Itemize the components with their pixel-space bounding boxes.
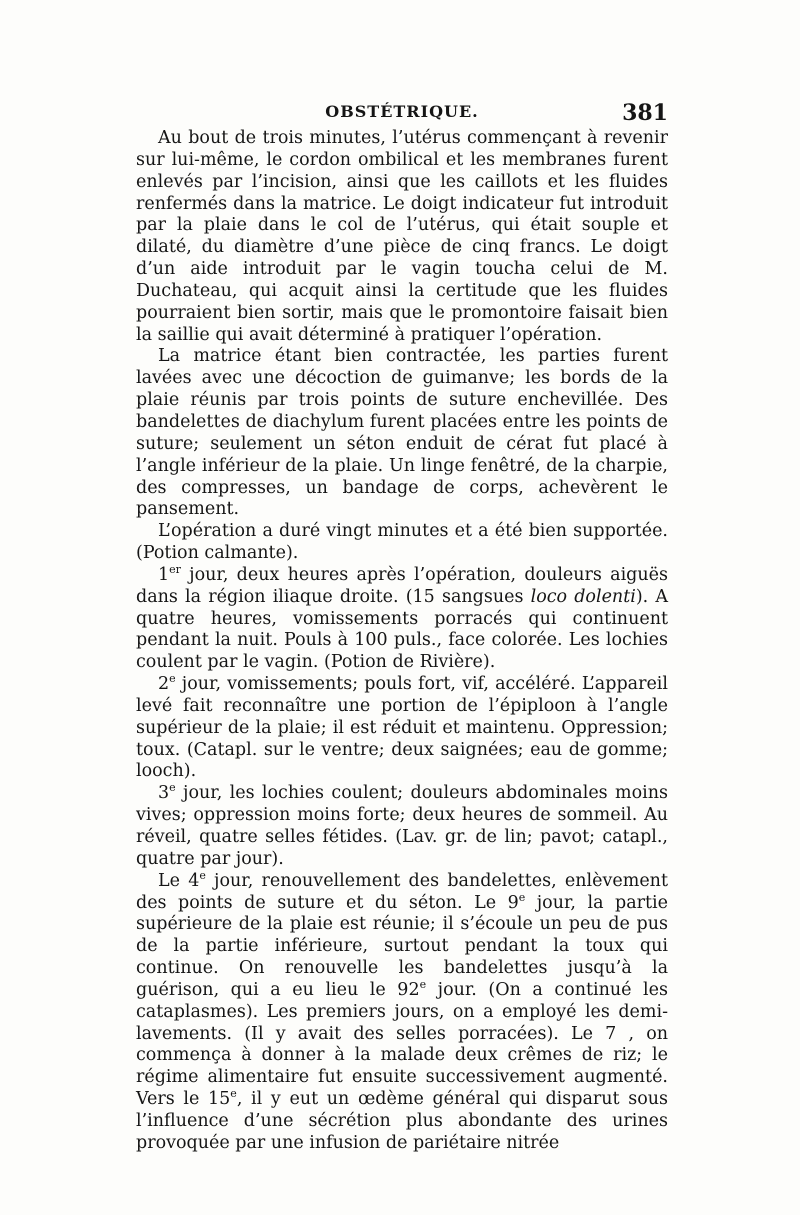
paragraph-4 <box>136 565 668 674</box>
paragraph-text: jour, renouvellement des bandelettes, enlèvement des points de suture et du séton. Le 9 <box>136 870 668 913</box>
paragraph-6 <box>136 783 668 870</box>
day-number: 2 <box>158 674 170 695</box>
paragraph-text: ). A quatre heures, vomissements porracés qui continuent pendant la nuit. Pouls à 100 puls., face colorée. Les lochies coulent par le vagin. (Potion de Rivière). <box>136 586 669 673</box>
paragraph-text: jour, vomissements; pouls fort, vif, accéléré. L’appareil levé fait reconnaître une portion de l’épiploon à l’angle supérieur de la plaie; il est réduit et maintenu. Oppression; toux. (Catapl. sur le ventre; deux saignées; eau de gomme; looch). <box>136 674 668 782</box>
body-text <box>136 128 668 1168</box>
paragraph-5 <box>136 674 668 783</box>
running-head <box>136 100 668 126</box>
italic-phrase: loco dolenti <box>530 586 636 607</box>
paragraph-7 <box>136 868 668 1155</box>
paragraph-3: L’opération a duré vingt minutes et a été bien supportée. (Potion calmante). <box>136 521 668 564</box>
ordinal-suffix: er <box>169 563 181 577</box>
paragraph-text: jour, deux heures après l’opération, douleurs aiguës dans la région iliaque droite. (15 sangsues <box>136 564 668 607</box>
ordinal-suffix: e <box>230 1087 237 1101</box>
ordinal-suffix: e <box>419 978 427 992</box>
paragraph-text: , il y eut un œdème général qui disparut sous l’influence d’une sécrétion plus abondante des urines provoquée par une infusion de pariétaire nitrée <box>136 1089 668 1153</box>
paragraph-1: Au bout de trois minutes, l’utérus commençant à revenir sur lui-même, le cordon ombilical et les membranes furent enlevés par l’incision, ainsi que les caillots et les fluides renfermés dans la matrice. Le doigt indicateur fut introduit par la plaie dans le col de l’utérus, qui était souple et dilaté, du diamètre d’une pièce de cinq francs. Le doigt d’un aide introduit par le vagin toucha celui de M. Duchateau, qui acquit ainsi la certitude que les fluides pourraient bien sortir, mais que le promontoire faisait bien la saillie qui avait déterminé à pratiquer l’opération. <box>136 128 668 345</box>
day-number: 1 <box>158 564 170 585</box>
running-title: OBSTÉTRIQUE. <box>325 102 479 121</box>
ordinal-suffix: e <box>518 890 526 904</box>
paragraph-2: La matrice étant bien contractée, les parties furent lavées avec une décoction de guimanve; les bords de la plaie réunis par trois points de suture enchevillée. Des bandelettes de diachylum furent placées entre les points de suture; seulement un séton enduit de cérat fut placé à l’angle inférieur de la plaie. Un linge fenêtré, de la charpie, des compresses, un bandage de corps, achevèrent le pansement. <box>136 346 668 520</box>
ordinal-suffix: e <box>169 672 176 686</box>
ordinal-suffix: e <box>169 781 176 795</box>
paragraph-text: jour. (On a continué les cataplasmes). Les premiers jours, on a employé les demi-lavements. (Il y avait des selles porracées). Le 7 , on commença à donner à la malade deux crêmes de riz; le régime alimentaire fut ensuite successivement augmenté. Vers le 15 <box>136 979 668 1110</box>
paragraph-text: Le 4 <box>158 870 200 891</box>
paragraph-text: jour, les lochies coulent; douleurs abdominales moins vives; oppression moins forte; deux heures de sommeil. Au réveil, quatre selles fétides. (Lav. gr. de lin; pavot; catapl., quatre par jour). <box>136 783 668 869</box>
day-number: 3 <box>158 783 170 804</box>
page-number: 381 <box>622 100 668 126</box>
paragraph-text: jour, la partie supérieure de la plaie est réunie; il s’écoule un peu de pus de la partie inférieure, surtout pendant la toux qui continue. On renouvelle les bandelettes jusqu’à la guérison, qui a eu lieu le 92 <box>136 892 668 1000</box>
ordinal-suffix: e <box>199 868 206 882</box>
